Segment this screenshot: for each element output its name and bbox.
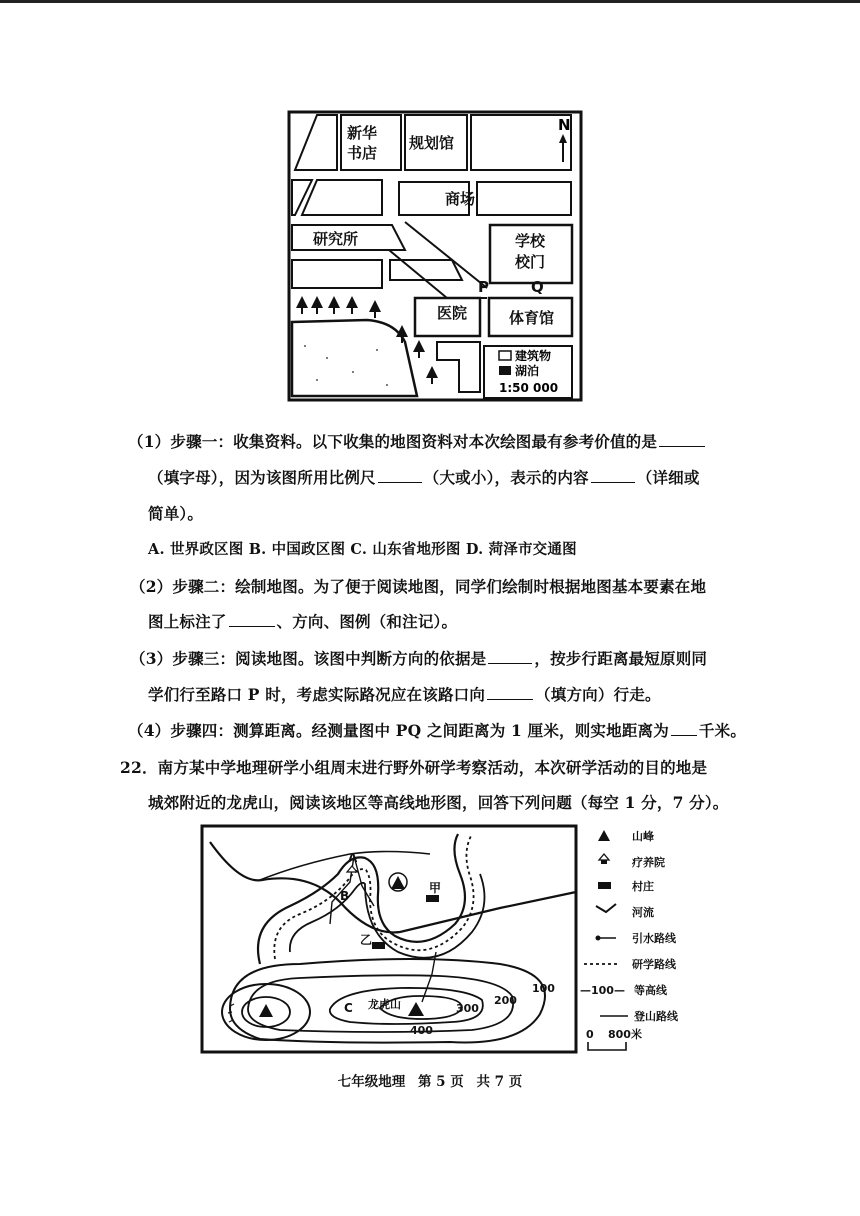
label-yi: 乙 (360, 933, 373, 947)
label-c: C (344, 1001, 353, 1015)
legend-water-route: 引水路线 (632, 932, 676, 945)
label-school-1: 学校 (515, 232, 546, 250)
legend-river: 河流 (632, 906, 654, 919)
legend-village: 村庄 (632, 880, 654, 893)
label-xinhua-2: 书店 (347, 144, 378, 162)
label-q: Q (531, 278, 544, 296)
label-c300: 300 (456, 1002, 479, 1015)
footer-total: 共 7 页 (476, 1074, 523, 1090)
label-yanjiusuo: 研究所 (313, 230, 359, 248)
footer-page: 第 5 页 (417, 1074, 464, 1090)
legend-sanatorium: 疗养院 (632, 856, 665, 869)
label-shangchang: 商场 (445, 190, 476, 208)
legend-peak-icon (598, 830, 610, 841)
q22-line2: 城郊附近的龙虎山，阅读该地区等高线地形图，回答下列问题（每空 1 分，7 分）。 (148, 793, 729, 812)
legend-scale-bar (588, 1042, 626, 1050)
label-longhushan: 龙虎山 (368, 998, 401, 1011)
legend-village-icon (598, 882, 611, 889)
footer-subject: 七年级地理 (337, 1074, 406, 1090)
legend-contour: 等高线 (634, 984, 667, 997)
legend-scale: 1:50 000 (499, 381, 559, 395)
label-guihua: 规划馆 (409, 134, 455, 152)
legend-scale-0: 0 (586, 1028, 594, 1041)
q1-blank2[interactable] (378, 468, 422, 483)
legend-climb-route: 登山路线 (634, 1010, 678, 1023)
q4-line1: （4）步骤四：测算距离。经测量图中 PQ 之间距离为 1 厘米，则实地距离为 千米。 (128, 721, 747, 740)
page-footer (0, 1070, 860, 1090)
q3-line2: 学们行至路口 P 时，考虑实际路况应在该路口向 （填方向）行走。 (148, 685, 661, 704)
legend-building: 建筑物 (515, 349, 552, 363)
label-b: B (340, 889, 350, 903)
legend-lake: 湖泊 (515, 364, 540, 378)
legend-river-icon (596, 904, 616, 912)
legend-building-icon (499, 351, 511, 360)
label-c100: 100 (532, 982, 555, 995)
contour-map-legend (580, 826, 710, 1056)
label-jia: 甲 (429, 881, 442, 895)
q2-line1: （2）步骤二：绘制地图。为了便于阅读地图，同学们绘制时根据地图基本要素在地 (130, 577, 707, 596)
contour-map (200, 824, 580, 1056)
label-gym: 体育馆 (509, 309, 555, 327)
q1-line1: （1）步骤一：收集资料。以下收集的地图资料对本次绘图最有参考价值的是 (128, 430, 707, 452)
q2-line2: 图上标注了 、方向、图例（和注记）。 (148, 612, 458, 631)
label-hospital: 医院 (437, 304, 468, 322)
q1-options: A. 世界政区图 B. 中国政区图 C. 山东省地形图 D. 菏泽市交通图 (148, 541, 577, 558)
city-map (287, 110, 583, 402)
village-icon-jia (426, 895, 439, 902)
q1-blank1[interactable] (659, 432, 705, 447)
q1-line2: （填字母），因为该图所用比例尺 （大或小），表示的内容 （详细或 (148, 468, 700, 487)
q4-blank1[interactable] (671, 721, 697, 736)
label-a: A (348, 851, 358, 865)
legend-contour-num: —100— (580, 984, 625, 997)
top-border (0, 0, 860, 3)
north-label: N (558, 116, 571, 134)
q3-line1: （3）步骤三：阅读地图。该图中判断方向的依据是 ，按步行距离最短原则同 (130, 649, 708, 668)
q1-line3: 简单）。 (148, 504, 204, 523)
village-icon-yi (372, 942, 385, 949)
q22-line1: 22．南方某中学地理研学小组周末进行野外研学考察活动，本次研学活动的目的地是 (120, 758, 708, 777)
q3-blank2[interactable] (487, 685, 533, 700)
q1-blank3[interactable] (591, 468, 635, 483)
label-c200: 200 (494, 994, 517, 1007)
legend-scale-800: 800米 (608, 1028, 642, 1041)
legend-peak: 山峰 (632, 830, 654, 843)
legend-study-route: 研学路线 (632, 958, 676, 971)
legend-sanatorium-icon (599, 854, 609, 860)
label-c400: 400 (410, 1024, 433, 1037)
label-school-2: 校门 (515, 253, 546, 271)
label-xinhua-1: 新华 (347, 124, 378, 142)
q2-blank1[interactable] (229, 612, 275, 627)
label-p: P (478, 278, 489, 296)
q3-blank1[interactable] (488, 649, 532, 664)
legend-lake-icon (499, 366, 511, 375)
